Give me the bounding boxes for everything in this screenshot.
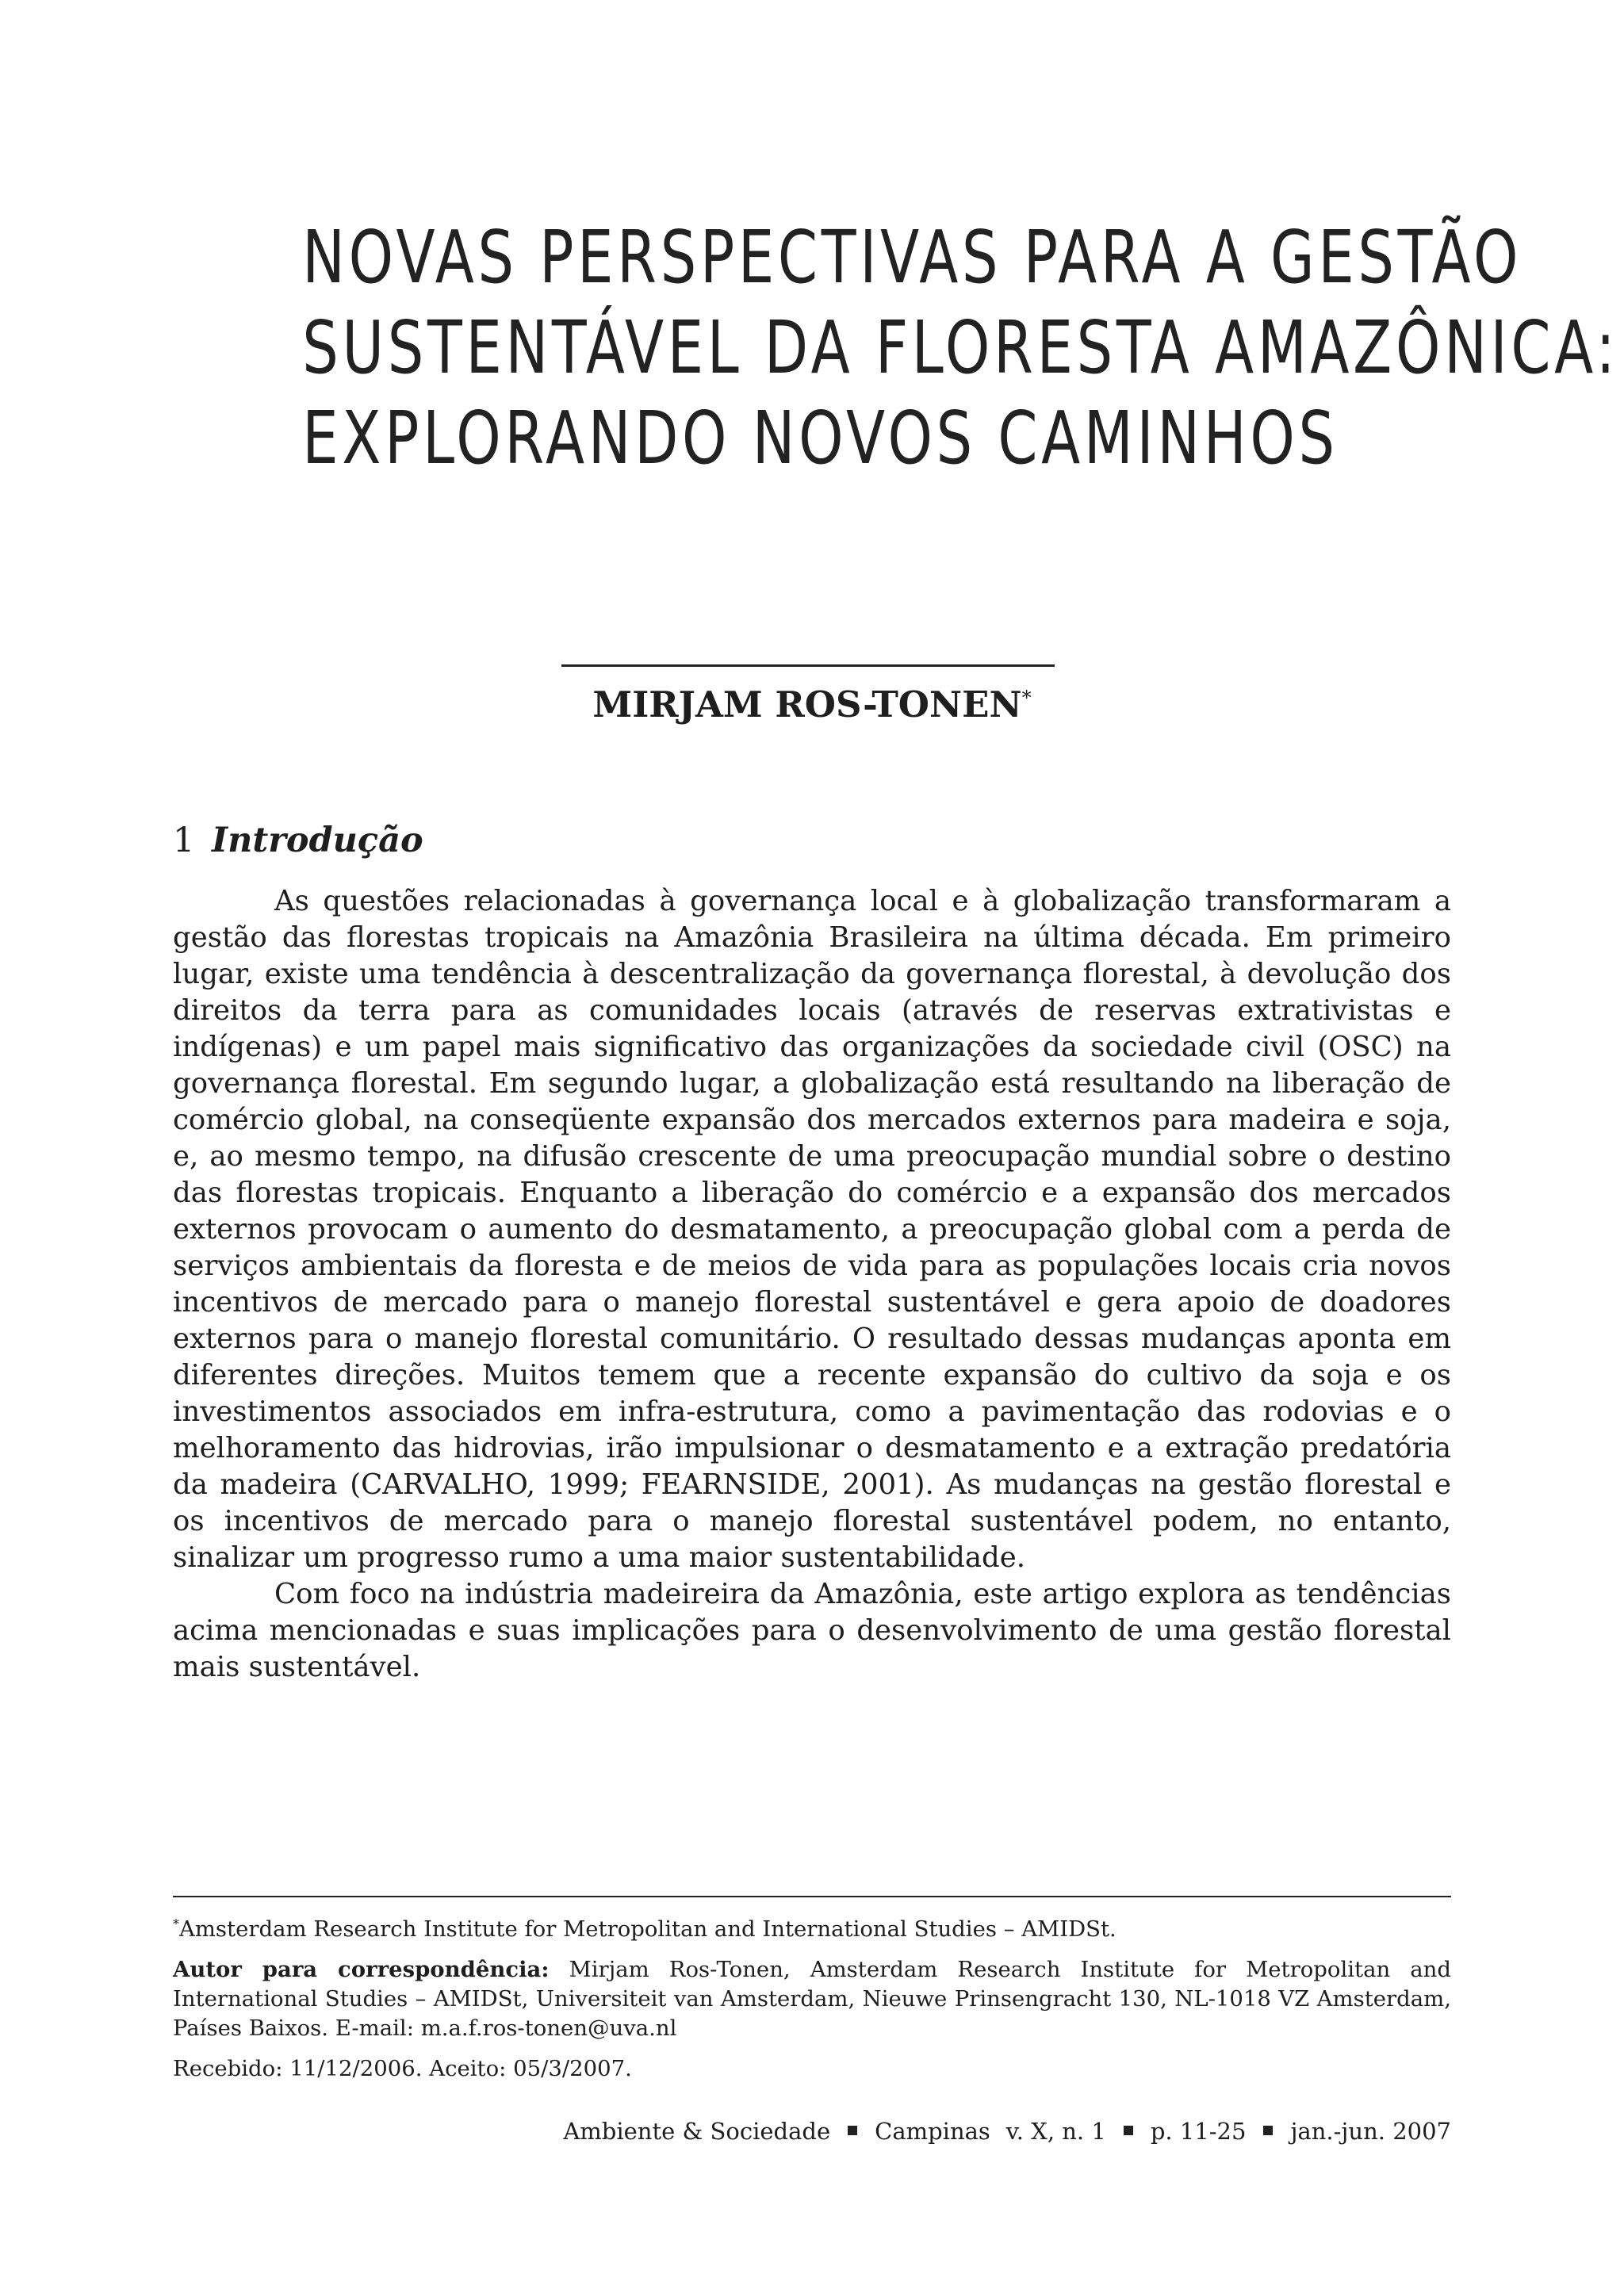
footnote-correspondence bbox=[173, 1955, 1451, 2043]
paragraph: Com foco na indústria madeireira da Amazônia, este artigo explora as tendências acima mencionadas e suas implicações para o desenvolvimento de uma gestão florestal mais sustentável. bbox=[173, 1578, 1451, 1683]
author-footnote-mark[interactable]: * bbox=[1021, 687, 1032, 709]
footer-city: Campinas bbox=[875, 2118, 990, 2145]
footnote-divider bbox=[173, 1896, 1451, 1897]
section-title: Introdução bbox=[212, 821, 423, 860]
author-name: MIRJAM ROS-TONEN bbox=[592, 683, 1022, 725]
title-line: EXPLORANDO NOVOS CAMINHOS bbox=[302, 396, 1339, 480]
paragraph: As questões relacionadas à governança local e à globalização transformaram a gestão das florestas tropicais na Amazônia Brasileira na última década. Em primeiro lugar, existe uma tendência à descentralização da governança florestal, à devolução dos direitos da terra para as comunidades locais (através de reservas extrativistas e indígenas) e um papel mais significativo das organizações da sociedade civil (OSC) na governança florestal. Em segundo lugar, a globalização está resultando na liberação de comércio global, na conseqüente expansão dos mercados externos para madeira e soja, e, ao mesmo tempo, na difusão crescente de uma preocupação mundial sobre o destino das florestas tropicais. Enquanto a liberação do comércio e a expansão dos mercados externos provocam o aumento do desmatamento, a preocupação global com a perda de serviços ambientais da floresta e de meios de vida para as populações locais cria novos incentivos de mercado para o manejo florestal sustentável e gera apoio de doadores externos para o manejo florestal comunitário. O resultado dessas mudanças aponta em diferentes direções. Muitos temem que a recente expansão do cultivo da soja e os investimentos associados em infra-estrutura, como a pavimentação das rodovias e o melhoramento das hidrovias, irão impulsionar o desmatamento e a extração predatória da madeira (CARVALHO, 1999; FEARNSIDE, 2001). As mudanças na gestão florestal e os incentivos de mercado para o manejo florestal sustentável podem, no entanto, sinalizar um progresso rumo a uma maior sustentabilidade. bbox=[173, 885, 1451, 1574]
author-byline bbox=[444, 672, 1180, 730]
section-number: 1 bbox=[173, 821, 195, 860]
correspondence-label: Autor para correspondência: bbox=[173, 1957, 550, 1983]
article-title bbox=[302, 212, 1619, 484]
footer-period: jan.-jun. 2007 bbox=[1290, 2118, 1451, 2145]
section-heading bbox=[173, 815, 423, 866]
title-line: SUSTENTÁVEL DA FLORESTA AMAZÔNICA: bbox=[302, 305, 1619, 390]
bullet-square-icon bbox=[1124, 2126, 1133, 2135]
bullet-square-icon bbox=[1263, 2126, 1273, 2135]
correspondence-text: Mirjam Ros-Tonen, Amsterdam Research Institute for Metropolitan and International Studies – AMIDSt, Universiteit van Amsterdam, Nieuwe Prinsengracht 130, NL-1018 VZ Amsterdam, Países Baixos. E-mail: m.a.f.ros-tonen@uva.nl bbox=[173, 1957, 1451, 2042]
footnotes bbox=[173, 1909, 1451, 2095]
footer-pages: p. 11-25 bbox=[1150, 2118, 1247, 2145]
footnote-mark: * bbox=[173, 1916, 179, 1931]
footnote-received: Recebido: 11/12/2006. Aceito: 05/3/2007. bbox=[173, 2056, 632, 2082]
running-footer bbox=[563, 2115, 1451, 2147]
footnote-affiliation bbox=[173, 1909, 1451, 1944]
title-line: NOVAS PERSPECTIVAS PARA A GESTÃO bbox=[302, 215, 1522, 300]
body-text bbox=[173, 883, 1451, 1686]
affiliation-text: Amsterdam Research Institute for Metropolitan and International Studies – AMIDSt. bbox=[179, 1916, 1116, 1943]
footer-journal: Ambiente & Sociedade bbox=[563, 2118, 831, 2145]
bullet-square-icon bbox=[848, 2126, 857, 2135]
author-divider bbox=[561, 664, 1055, 667]
footer-volume: v. X, n. 1 bbox=[1005, 2118, 1106, 2145]
